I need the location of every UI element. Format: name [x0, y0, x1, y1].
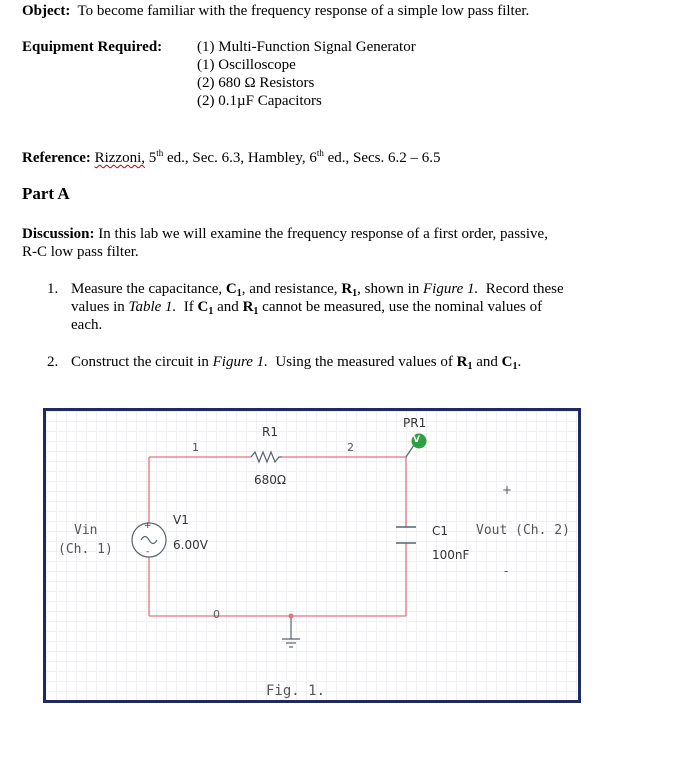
node-1-label: 1: [192, 441, 199, 454]
circuit-figure: [43, 408, 581, 703]
vin-label: Vin: [74, 523, 98, 538]
discussion-label: Discussion:: [22, 226, 95, 242]
node-2-label: 2: [347, 441, 354, 454]
vin-channel: (Ch. 1): [58, 542, 113, 557]
vout-plus: +: [502, 483, 513, 497]
object-text: To become familiar with the frequency response of a simple low pass filter.: [77, 3, 530, 19]
object-line: [22, 2, 529, 20]
source-plus: +: [144, 521, 152, 531]
r1-value: 680Ω: [254, 473, 287, 487]
vout-minus: -: [504, 564, 509, 578]
step-1-line-2: values in Table 1. If $C_1$ and $R_1$ cannot be measured, use the nominal values of: [71, 299, 543, 317]
object-label: Object:: [22, 3, 71, 19]
step-2-line: Construct the circuit in Figure 1. Using the measured values of $R_1$ and $C_1$.: [71, 354, 522, 372]
junction-dot: [289, 614, 294, 619]
equipment-item: (2) 0.1µF Capacitors: [197, 93, 322, 109]
v1-value: 6.00V: [173, 538, 208, 552]
vout-label: Vout (Ch. 2): [476, 523, 570, 538]
c1-label: C1: [432, 524, 449, 538]
reference-line: Reference: Rizzoni, 5th ed., Sec. 6.3, Hambley, 6th ed., Secs. 6.2 – 6.5: [22, 148, 441, 166]
figure-caption: Fig. 1.: [266, 683, 326, 699]
step-1-line-3: each.: [71, 317, 103, 333]
resistor-symbol: [251, 452, 282, 462]
step-2-number: 2.: [47, 354, 59, 370]
equipment-label: Equipment Required:: [22, 39, 163, 55]
reference-label: Reference:: [22, 150, 91, 166]
reference-author: Rizzoni,: [94, 150, 145, 166]
equipment-item: (1) Multi-Function Signal Generator: [197, 39, 416, 55]
equipment-item: (1) Oscilloscope: [197, 57, 296, 73]
equipment-list: [197, 38, 416, 110]
equipment-item: (2) 680 Ω Resistors: [197, 75, 315, 91]
discussion-line-2: R-C low pass filter.: [22, 244, 139, 260]
step-1-line-1: Measure the capacitance, $C_1$, and resistance, $R_1$, shown in Figure 1. Record these: [71, 281, 564, 299]
c1-value: 100nF: [432, 548, 470, 562]
node-0-label: 0: [213, 608, 220, 621]
circuit-schematic: [46, 411, 578, 700]
r1-label: R1: [262, 425, 278, 439]
part-title: Part A: [22, 184, 70, 203]
discussion-line-1: Discussion: In this lab we will examine the frequency response of a first order, passive,: [22, 226, 548, 242]
v1-label: V1: [173, 513, 189, 527]
probe-badge: V: [413, 435, 420, 445]
probe-label: PR1: [403, 416, 427, 430]
probe-lead: [406, 445, 414, 457]
source-minus: -: [146, 547, 150, 557]
step-1-number: 1.: [47, 281, 59, 297]
